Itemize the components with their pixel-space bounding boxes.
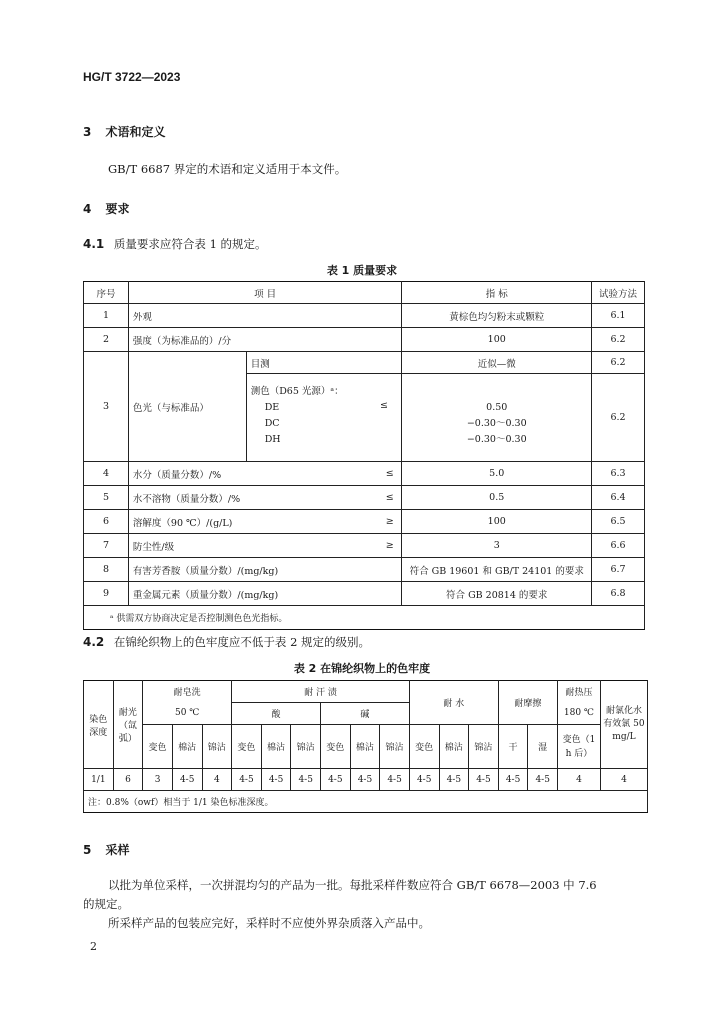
value-cell: 4-5 bbox=[172, 769, 202, 791]
section-3-text: GB/T 6687 界定的术语和定义适用于本文件。 bbox=[108, 162, 347, 176]
row-item: 有害芳香胺（质量分数）/(mg/kg) bbox=[128, 558, 402, 582]
row-index: 近似—微 bbox=[402, 352, 592, 374]
row-item: 水分（质量分数）/% bbox=[128, 462, 378, 486]
table-row bbox=[84, 304, 645, 328]
value-cell: 4-5 bbox=[232, 769, 262, 791]
dc-value: −0.30～0.30 bbox=[466, 418, 527, 429]
table-row bbox=[84, 769, 648, 791]
subheader-change: 变色 bbox=[143, 725, 173, 769]
table-row bbox=[84, 534, 645, 558]
row-subitem: 目测 bbox=[246, 352, 378, 374]
subheader-cotton: 棉沾 bbox=[350, 725, 380, 769]
section-5-paragraph-1: 以批为单位采样，一次拼混均匀的产品为一批。每批采样件数应符合 GB/T 6678—2003 中 7.6 bbox=[108, 878, 597, 892]
header-alkali: 碱 bbox=[321, 703, 410, 725]
row-no: 6 bbox=[84, 510, 129, 534]
comparison-symbol: ≤ bbox=[379, 400, 388, 411]
subheader-nylon: 锦沾 bbox=[202, 725, 232, 769]
table-1-caption: 表 1 质量要求 bbox=[326, 264, 398, 277]
row-index: 3 bbox=[402, 534, 592, 558]
row-item: 重金属元素（质量分数）/(mg/kg) bbox=[128, 582, 402, 606]
section-4-2 bbox=[83, 634, 370, 650]
value-cell: 4-5 bbox=[291, 769, 321, 791]
section-4-1 bbox=[83, 236, 267, 252]
section-5-paragraph-2: 所采样产品的包装应完好，采样时不应使外界杂质落入产品中。 bbox=[108, 916, 430, 930]
value-cell: 4 bbox=[600, 769, 647, 791]
row-item: 防尘性/级 bbox=[128, 534, 378, 558]
subheader-nylon: 锦沾 bbox=[469, 725, 499, 769]
row-index: 黄棕色均匀粉末或颗粒 bbox=[402, 304, 592, 328]
subheader-cotton: 棉沾 bbox=[261, 725, 291, 769]
quality-requirements-table bbox=[83, 281, 645, 630]
table-row bbox=[84, 352, 645, 374]
row-method: 6.2 bbox=[592, 328, 645, 352]
subheader-nylon: 锦沾 bbox=[291, 725, 321, 769]
value-cell: 6 bbox=[113, 769, 143, 791]
table-row bbox=[84, 486, 645, 510]
table-row bbox=[84, 558, 645, 582]
header-heat-temp: 180 ℃ bbox=[558, 703, 601, 725]
table-row bbox=[84, 510, 645, 534]
subheader-cotton: 棉沾 bbox=[439, 725, 469, 769]
section-title: 采样 bbox=[105, 843, 130, 857]
section-title: 要求 bbox=[105, 202, 130, 216]
subheader-heat-change: 变色（1 h 后） bbox=[558, 725, 601, 769]
header-acid: 酸 bbox=[232, 703, 321, 725]
row-no: 2 bbox=[84, 328, 129, 352]
section-number: 4.1 bbox=[83, 237, 105, 251]
section-5-heading bbox=[83, 841, 130, 858]
header-sweat: 耐 汗 渍 bbox=[232, 681, 410, 703]
header-light: 耐光（氙弧） bbox=[113, 681, 143, 769]
section-4-heading bbox=[83, 200, 130, 217]
comparison-symbol: ≤ bbox=[378, 486, 402, 510]
subheader-cotton: 棉沾 bbox=[172, 725, 202, 769]
section-title: 术语和定义 bbox=[105, 125, 166, 139]
section-5-paragraph-1-cont: 的规定。 bbox=[83, 897, 129, 911]
row-method: 6.5 bbox=[592, 510, 645, 534]
row-no: 8 bbox=[84, 558, 129, 582]
table-note: 注：0.8%（owf）相当于 1/1 染色标准深度。 bbox=[84, 791, 648, 813]
value-cell: 4-5 bbox=[261, 769, 291, 791]
row-no: 7 bbox=[84, 534, 129, 558]
row-method: 6.4 bbox=[592, 486, 645, 510]
row-no: 4 bbox=[84, 462, 129, 486]
header-heat: 耐热压 bbox=[558, 681, 601, 703]
value-cell: 4-5 bbox=[498, 769, 528, 791]
row-index: 符合 GB 19601 和 GB/T 24101 的要求 bbox=[402, 558, 592, 582]
section-number: 3 bbox=[83, 125, 92, 139]
dh-value: −0.30～0.30 bbox=[466, 434, 527, 445]
table-2-caption: 表 2 在锦纶织物上的色牢度 bbox=[293, 662, 431, 675]
subheader-nylon: 锦沾 bbox=[380, 725, 410, 769]
table-row bbox=[84, 462, 645, 486]
row-no: 1 bbox=[84, 304, 129, 328]
value-cell: 4-5 bbox=[528, 769, 558, 791]
row-item: 强度（为标准品的）/分 bbox=[128, 328, 402, 352]
row-method: 6.7 bbox=[592, 558, 645, 582]
header-no: 序号 bbox=[84, 282, 129, 304]
row-method: 6.8 bbox=[592, 582, 645, 606]
row-index: 符合 GB 20814 的要求 bbox=[402, 582, 592, 606]
subheader-change: 变色 bbox=[409, 725, 439, 769]
subheader-change: 变色 bbox=[321, 725, 351, 769]
row-item: 水不溶物（质量分数）/% bbox=[128, 486, 378, 510]
value-cell: 4-5 bbox=[469, 769, 499, 791]
page-number: 2 bbox=[90, 940, 97, 953]
row-no: 9 bbox=[84, 582, 129, 606]
row-index: 0.5 bbox=[402, 486, 592, 510]
subheader-change: 变色 bbox=[232, 725, 262, 769]
de-value: 0.50 bbox=[486, 402, 508, 413]
value-cell: 4 bbox=[202, 769, 232, 791]
header-rub: 耐摩擦 bbox=[498, 681, 557, 725]
row-item: 外观 bbox=[128, 304, 402, 328]
value-cell: 3 bbox=[143, 769, 173, 791]
row-subitem: 测色（D65 光源）ᵃ： bbox=[250, 386, 344, 397]
header-soap-temp: 50 ℃ bbox=[143, 703, 232, 725]
row-index: 5.0 bbox=[402, 462, 592, 486]
row-method: 6.2 bbox=[592, 374, 645, 462]
comparison-symbol: ≥ bbox=[378, 534, 402, 558]
subheader-dry: 干 bbox=[498, 725, 528, 769]
comparison-symbol: ≤ bbox=[378, 462, 402, 486]
row-method: 6.1 bbox=[592, 304, 645, 328]
subheader-wet: 湿 bbox=[528, 725, 558, 769]
color-fastness-table bbox=[83, 680, 648, 813]
value-cell: 1/1 bbox=[84, 769, 114, 791]
dh-label: DH bbox=[264, 434, 281, 445]
value-cell: 4-5 bbox=[350, 769, 380, 791]
table-footnote: ᵃ 供需双方协商决定是否控制测色色光指标。 bbox=[84, 606, 645, 630]
comparison-symbol: ≥ bbox=[378, 510, 402, 534]
row-index: 100 bbox=[402, 328, 592, 352]
row-item: 溶解度（90 ℃）/(g/L) bbox=[128, 510, 378, 534]
header-soap: 耐皂洗 bbox=[143, 681, 232, 703]
section-number: 5 bbox=[83, 843, 92, 857]
row-no: 3 bbox=[84, 352, 129, 462]
row-method: 6.6 bbox=[592, 534, 645, 558]
section-number: 4.2 bbox=[83, 635, 105, 649]
header-water: 耐 水 bbox=[409, 681, 498, 725]
value-cell: 4-5 bbox=[439, 769, 469, 791]
row-no: 5 bbox=[84, 486, 129, 510]
table-row bbox=[84, 328, 645, 352]
value-cell: 4-5 bbox=[380, 769, 410, 791]
value-cell: 4-5 bbox=[409, 769, 439, 791]
table-row bbox=[84, 582, 645, 606]
section-text: 在锦纶织物上的色牢度应不低于表 2 规定的级别。 bbox=[113, 635, 371, 649]
value-cell: 4 bbox=[558, 769, 601, 791]
dc-label: DC bbox=[264, 418, 280, 429]
de-label: DE bbox=[264, 402, 280, 413]
header-method: 试验方法 bbox=[592, 282, 645, 304]
row-method: 6.3 bbox=[592, 462, 645, 486]
header-item: 项 目 bbox=[128, 282, 402, 304]
document-id: HG/T 3722—2023 bbox=[83, 70, 181, 84]
section-number: 4 bbox=[83, 202, 92, 216]
section-3-heading bbox=[83, 123, 166, 140]
header-index: 指 标 bbox=[402, 282, 592, 304]
value-cell: 4-5 bbox=[321, 769, 351, 791]
row-method: 6.2 bbox=[592, 352, 645, 374]
header-depth: 染色深度 bbox=[84, 681, 114, 769]
row-index: 100 bbox=[402, 510, 592, 534]
row-item: 色光（与标准品） bbox=[128, 352, 246, 462]
header-chlorine: 耐氯化水有效氯 50 mg/L bbox=[600, 681, 647, 769]
section-text: 质量要求应符合表 1 的规定。 bbox=[113, 237, 267, 251]
